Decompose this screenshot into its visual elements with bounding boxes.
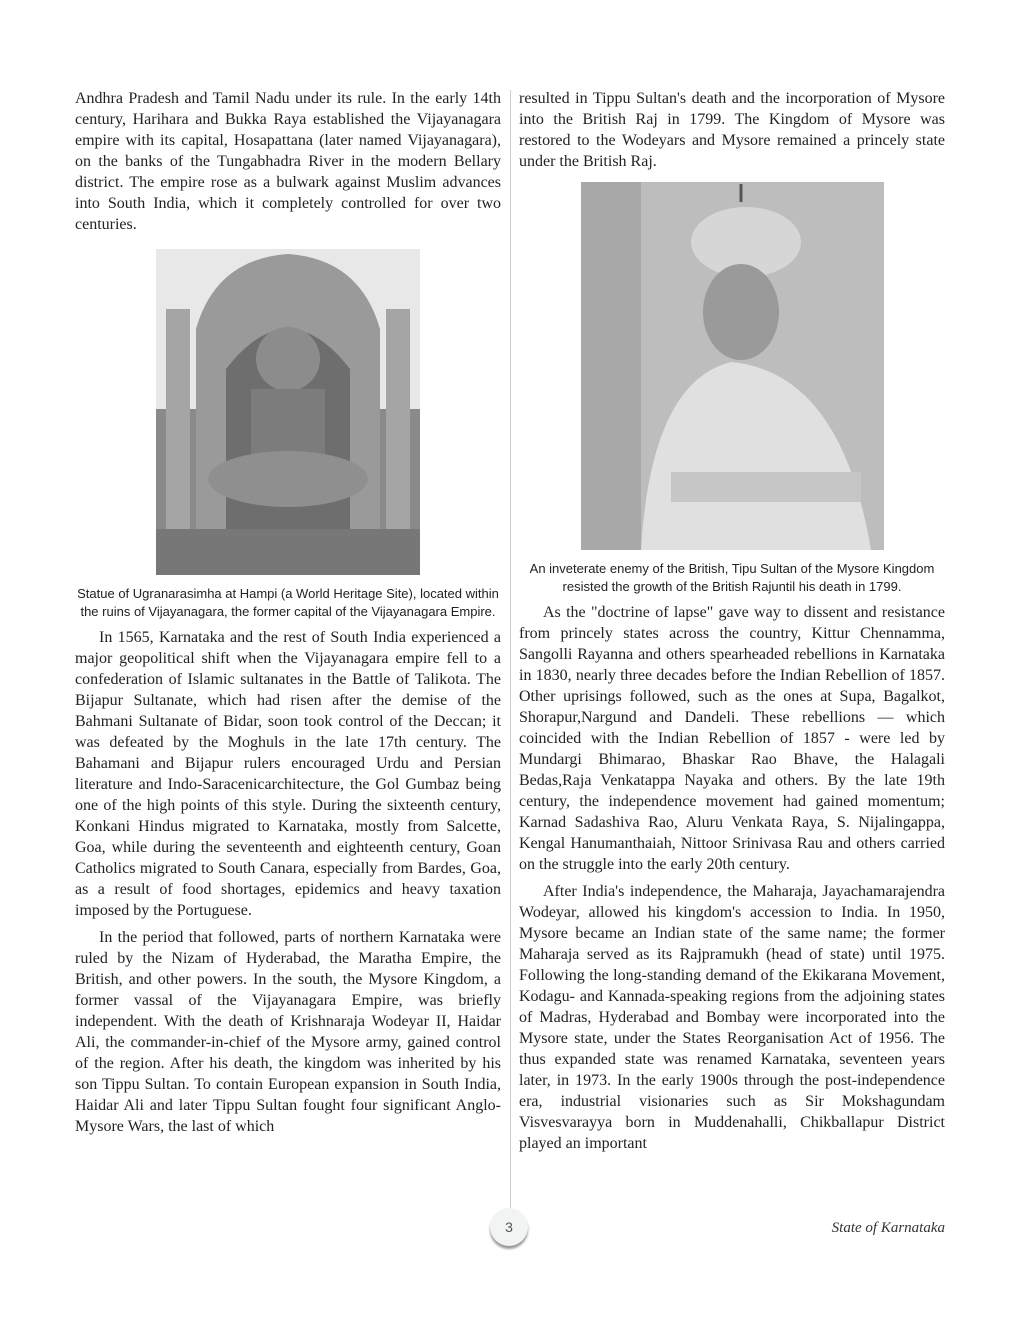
ugranarasimha-statue-image <box>156 249 420 575</box>
paragraph: After India's independence, the Maharaja, Jayachamarajendra Wodeyar, allowed his kingdom's accession to India. In 1950, Mysore became an Indian state of the same name; the former Maharaja served as its Rajpramukh (head of state) until 1975. Following the long-standing demand of the Ekikarana Movement, Kodagu- and Kannada-speaking regions from the adjoining states of Madras, Hyderabad and Bombay were incorporated into the Mysore state, under the States Reorganisation Act of 1956. The thus expanded state was renamed Karnataka, seventeen years later, in 1973. In the early 1900s through the post-independence era, industrial visionaries such as Sir Mokshagundam Visvesvarayya born in Muddenahalli, Chikballapur District played an important <box>519 883 945 1152</box>
left-column <box>75 88 501 1143</box>
paragraph: resulted in Tippu Sultan's death and the incorporation of Mysore into the British Raj in 1799. The Kingdom of Mysore was restored to the Wodeyars and Mysore remained a princely state under the British Raj. <box>519 90 945 170</box>
running-footer-title: State of Karnataka <box>831 1220 945 1236</box>
paragraph: As the "doctrine of lapse" gave way to dissent and resistance from princely states across the country, Kittur Chennamma, Sangolli Rayanna and others spearheaded rebellions in Karnataka in 1830, nearly three decades before the Indian Rebellion of 1857. Other uprisings followed, such as the ones at Supa, Bagalkot, Shorapur,Nargund and Dandeli. These rebellions — which coincided with the Indian Rebellion of 1857 - were led by Mundargi Bhimarao, Bhaskar Rao Bhave, the Halagali Bedas,Raja Venkatappa Nayaka and others. By the late 19th century, the independence movement had gained momentum; Karnad Sadashiva Rao, Aluru Venkata Raya, S. Nijalingappa, Kengal Hanumanthaiah, Nittoor Srinivasa Rau and others carried on the struggle into the early 20th century. <box>519 604 945 873</box>
figure-caption: An inveterate enemy of the British, Tipu Sultan of the Mysore Kingdom resisted the growth of the British Rajuntil his death in 1799. <box>529 561 935 594</box>
figure-caption: Statue of Ugranarasimha at Hampi (a World Heritage Site), located within the ruins of Vijayanagara, the former capital of the Vijayanagara Empire. <box>77 586 499 619</box>
paragraph: In the period that followed, parts of northern Karnataka were ruled by the Nizam of Hyderabad, the Maratha Empire, the British, and other powers. In the south, the Mysore Kingdom, a former vassal of the Vijayanagara Empire, was briefly independent. With the death of Krishnaraja Wodeyar II, Haidar Ali, the commander-in-chief of the Mysore army, gained control of the region. After his death, the kingdom was inherited by his son Tippu Sultan. To contain European expansion in South India, Haidar Ali and later Tippu Sultan fought four significant Anglo-Mysore Wars, the last of which <box>75 929 501 1135</box>
tipu-sultan-portrait-image <box>581 182 884 550</box>
right-column <box>519 88 945 1160</box>
column-divider <box>510 90 511 1210</box>
paragraph: In 1565, Karnataka and the rest of South India experienced a major geopolitical shift when the Vijayanagara empire fell to a confederation of Islamic sultanates in the Battle of Talikota. The Bijapur Sultanate, which had risen after the demise of the Bahmani Sultanate of Bidar, soon took control of the Deccan; it was defeated by the Moghuls in the late 17th century. The Bahamani and Bijapur rulers encouraged Urdu and Persian literature and Indo-Saracenicarchitecture, the Gol Gumbaz being one of the high points of this style. During the sixteenth century, Konkani Hindus migrated to Karnataka, mostly from Salcette, Goa, while during the seventeenth and eighteenth century, Goan Catholics migrated to South Canara, especially from Bardes, Goa, as a result of food shortages, epidemics and heavy taxation imposed by the Portuguese. <box>75 629 501 919</box>
page-number: 3 <box>490 1208 528 1246</box>
paragraph: Andhra Pradesh and Tamil Nadu under its rule. In the early 14th century, Harihara and Bukka Raya established the Vijayanagara empire with its capital, Hosapattana (later named Vijayanagara), on the banks of the Tungabhadra River in the modern Bellary district. The empire rose as a bulwark against Muslim advances into South India, which it completely controlled for over two centuries. <box>75 90 501 233</box>
